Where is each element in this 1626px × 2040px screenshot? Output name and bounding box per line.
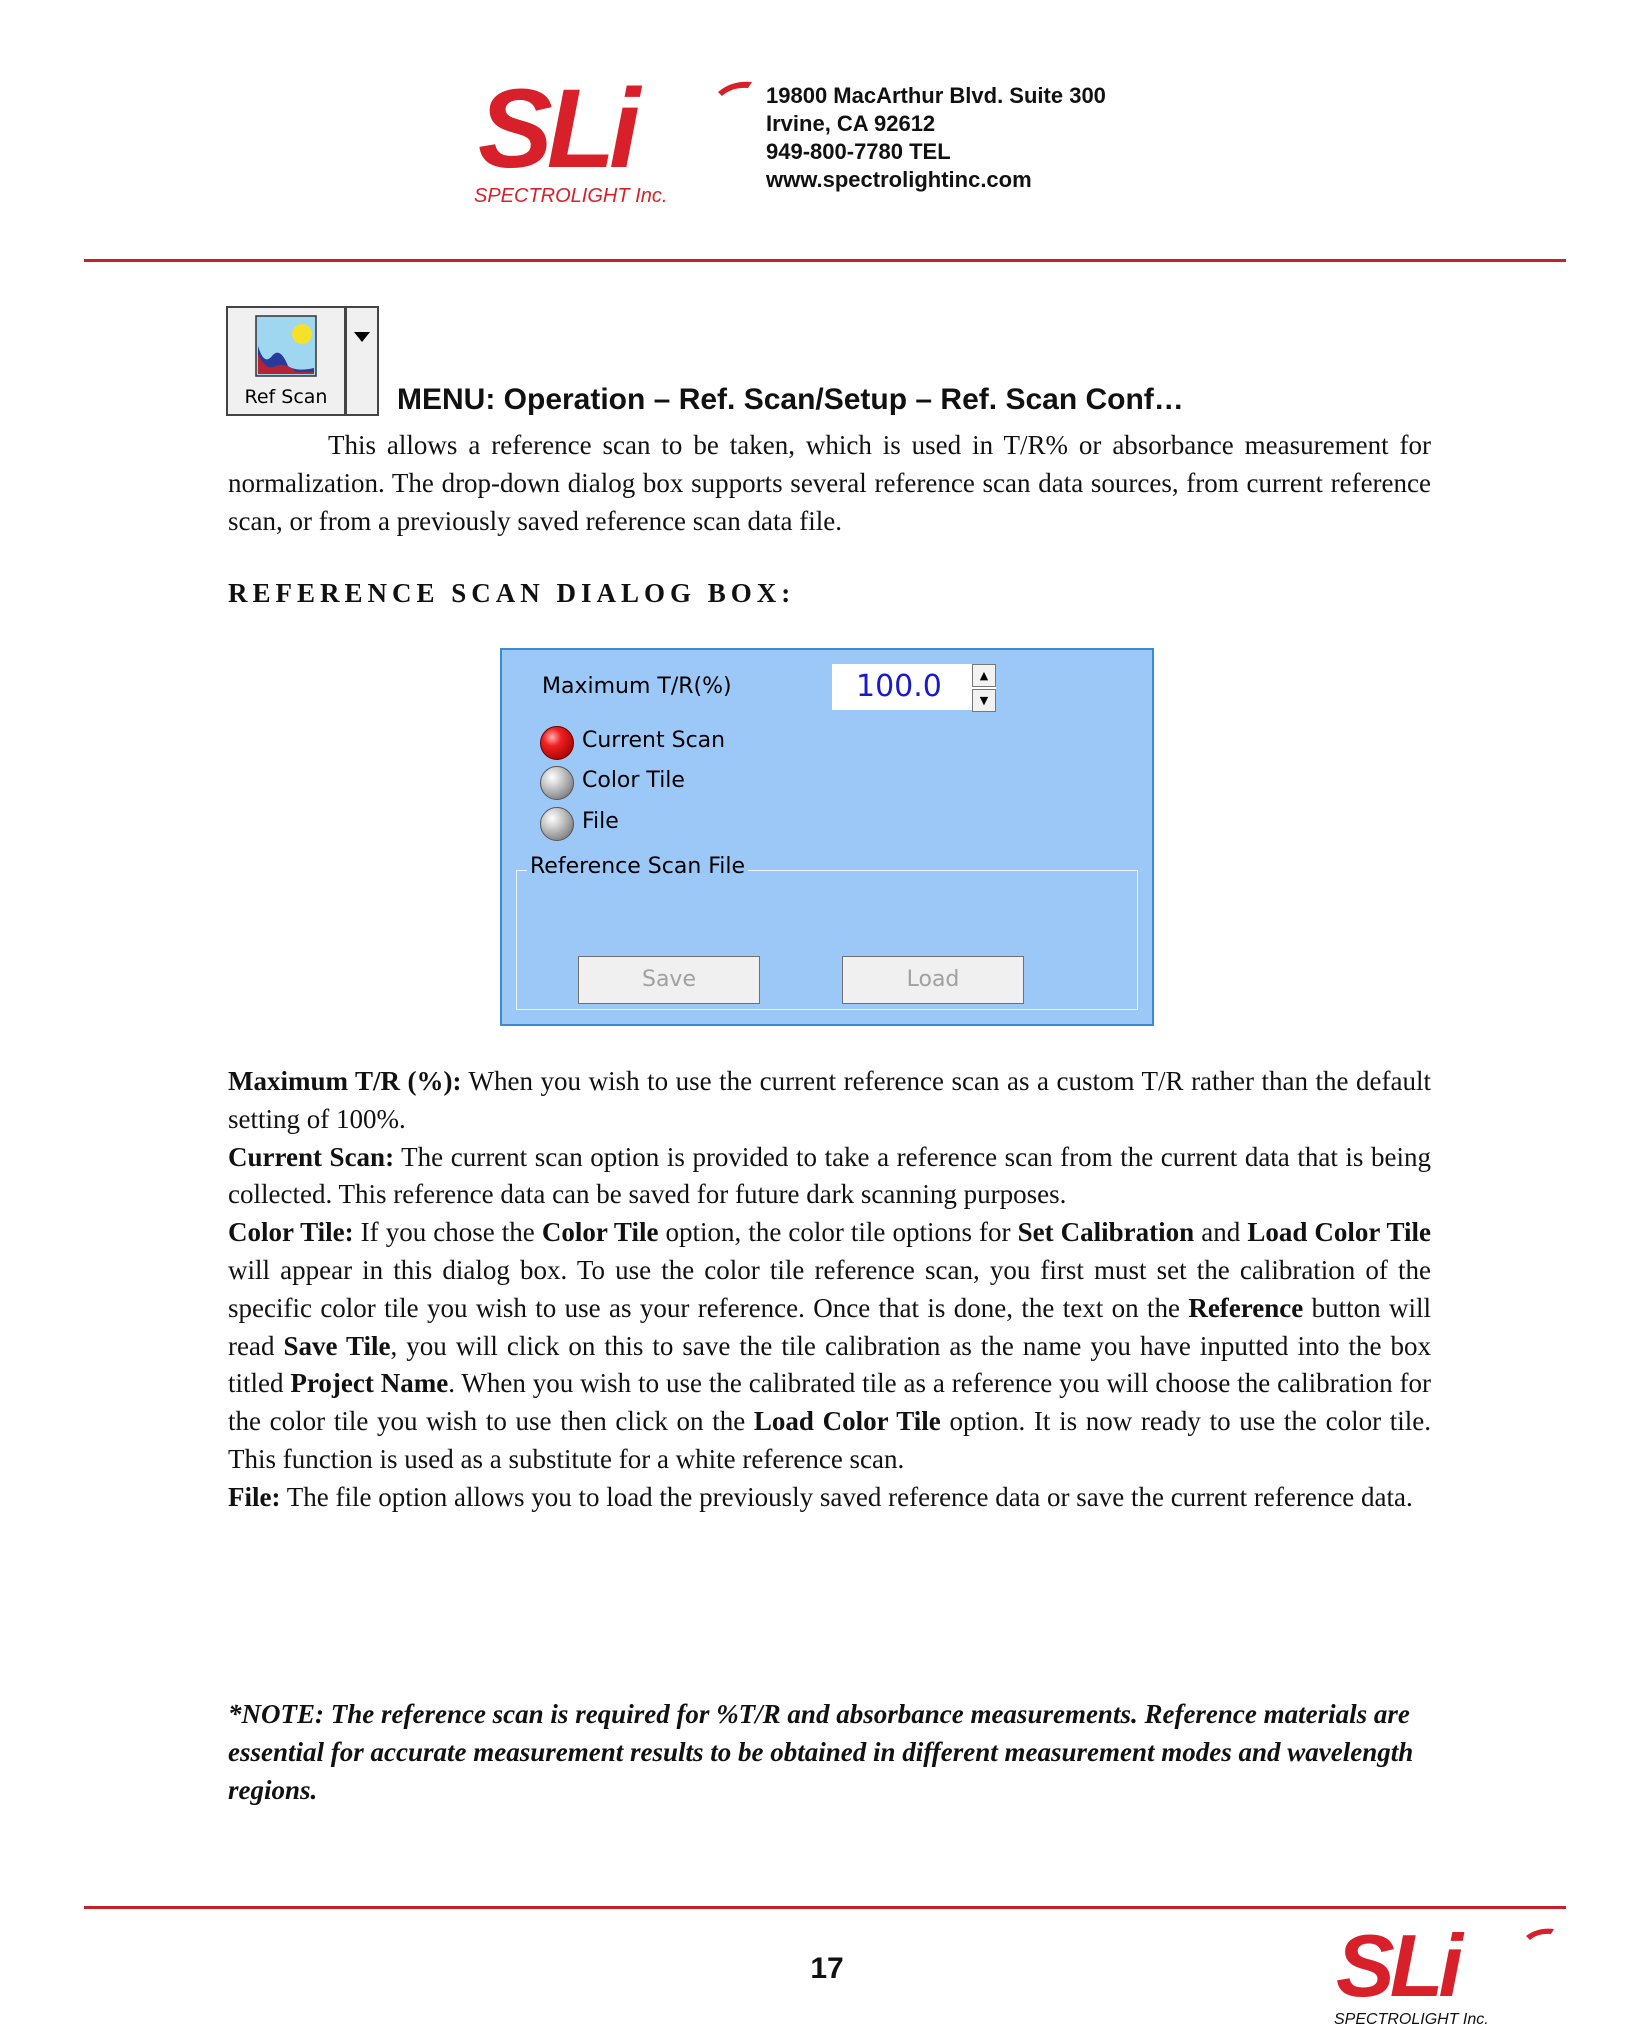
spectrolight-footer-logo: [1330, 1922, 1560, 2032]
footer-logo-subtitle: SPECTROLIGHT Inc.: [1334, 2011, 1489, 2028]
term: Current Scan:: [228, 1141, 395, 1172]
term: Maximum T/R (%):: [228, 1066, 462, 1096]
group-title: Reference Scan File: [527, 854, 748, 879]
dialog-box-heading: REFERENCE SCAN DIALOG BOX:: [228, 578, 796, 608]
max-tr-label: Maximum T/R(%): [542, 674, 732, 699]
footer-logo-swoosh: [1526, 1929, 1554, 1940]
term: File:: [228, 1481, 281, 1512]
footer-rule: [84, 1906, 1566, 1909]
term: Color Tile:: [228, 1217, 354, 1248]
save-button[interactable]: Save: [578, 956, 760, 1004]
spectrum-chart-icon: [256, 316, 316, 376]
max-tr-description: Maximum T/R (%): When you wish to use the current reference scan as a custom T/R rather than the default setting of 100%.: [228, 1066, 1432, 1134]
header-rule: [84, 259, 1566, 262]
footer-logo-letters: SLi: [1336, 1922, 1458, 2015]
load-button[interactable]: Load: [842, 956, 1024, 1004]
logo-swoosh: [718, 82, 752, 96]
file-label[interactable]: File: [582, 809, 619, 834]
reference-scan-dialog: [500, 648, 1154, 1026]
address-line: 19800 MacArthur Blvd. Suite 300: [766, 83, 1106, 108]
address-line: Irvine, CA 92612: [766, 111, 936, 136]
current-scan-label[interactable]: Current Scan: [582, 728, 726, 753]
max-tr-value[interactable]: 100.0: [856, 669, 942, 704]
note-text: *NOTE: The reference scan is required for %T/R and absorbance measurements. Reference materials are essential for accurate measurement results to be obtained in different measurement modes and wavelength regions.: [228, 1699, 1414, 1805]
intro-paragraph: [228, 427, 1431, 540]
current-scan-description: Current Scan: The current scan option is provided to take a reference scan from the current data that is being collected. This reference data can be saved for future dark scanning purposes.: [228, 1141, 1431, 1210]
ref-scan-button-label: Ref Scan: [244, 386, 328, 408]
logo-letters: SLi: [478, 72, 635, 191]
file-description: File: The file option allows you to load the previously saved reference data or save the current reference data.: [228, 1481, 1413, 1512]
address-line: www.spectrolightinc.com: [766, 167, 1032, 192]
max-tr-spinner[interactable]: [832, 664, 996, 710]
radio-current-scan[interactable]: [540, 726, 574, 760]
page-number: 17: [810, 1952, 844, 1985]
spectrolight-logo: [470, 72, 760, 212]
address-line: 949-800-7780 TEL: [766, 139, 951, 164]
intro-text: This allows a reference scan to be taken, which is used in T/R% or absorbance measurement for normalization. The drop-down dialog box supports several reference scan data sources, from current reference scan, or from a previously saved reference scan data file.: [228, 430, 1431, 536]
spin-down-icon[interactable]: ▼: [972, 689, 996, 712]
spin-up-icon[interactable]: ▲: [972, 664, 996, 687]
option-descriptions: [228, 1063, 1431, 1517]
color-tile-label[interactable]: Color Tile: [582, 768, 685, 793]
radio-color-tile[interactable]: [540, 766, 574, 800]
menu-heading: MENU: Operation – Ref. Scan/Setup – Ref. Scan Conf…: [397, 383, 1184, 416]
company-address: [766, 82, 1106, 194]
ref-scan-toolbar-button: [226, 306, 380, 416]
logo-subtitle: SPECTROLIGHT Inc.: [474, 185, 668, 207]
radio-file[interactable]: [540, 807, 574, 841]
color-tile-description: Color Tile: If you chose the Color Tile option, the color tile options for Set Calibration and Load Color Tile will appear in this dialog box. To use the color tile reference scan, you first must set the calibration of the specific color tile you wish to use as your reference. Once that is done, the text on the Reference button will read Save Tile, you will click on this to save the tile calibration as the name you have inputted into the box titled Project Name. When you wish to use the calibrated tile as a reference you will choose the calibration for the color tile you wish to use then click on the Load Color Tile option. It is now ready to use the color tile. This function is used as a substitute for a white reference scan.: [228, 1217, 1431, 1474]
